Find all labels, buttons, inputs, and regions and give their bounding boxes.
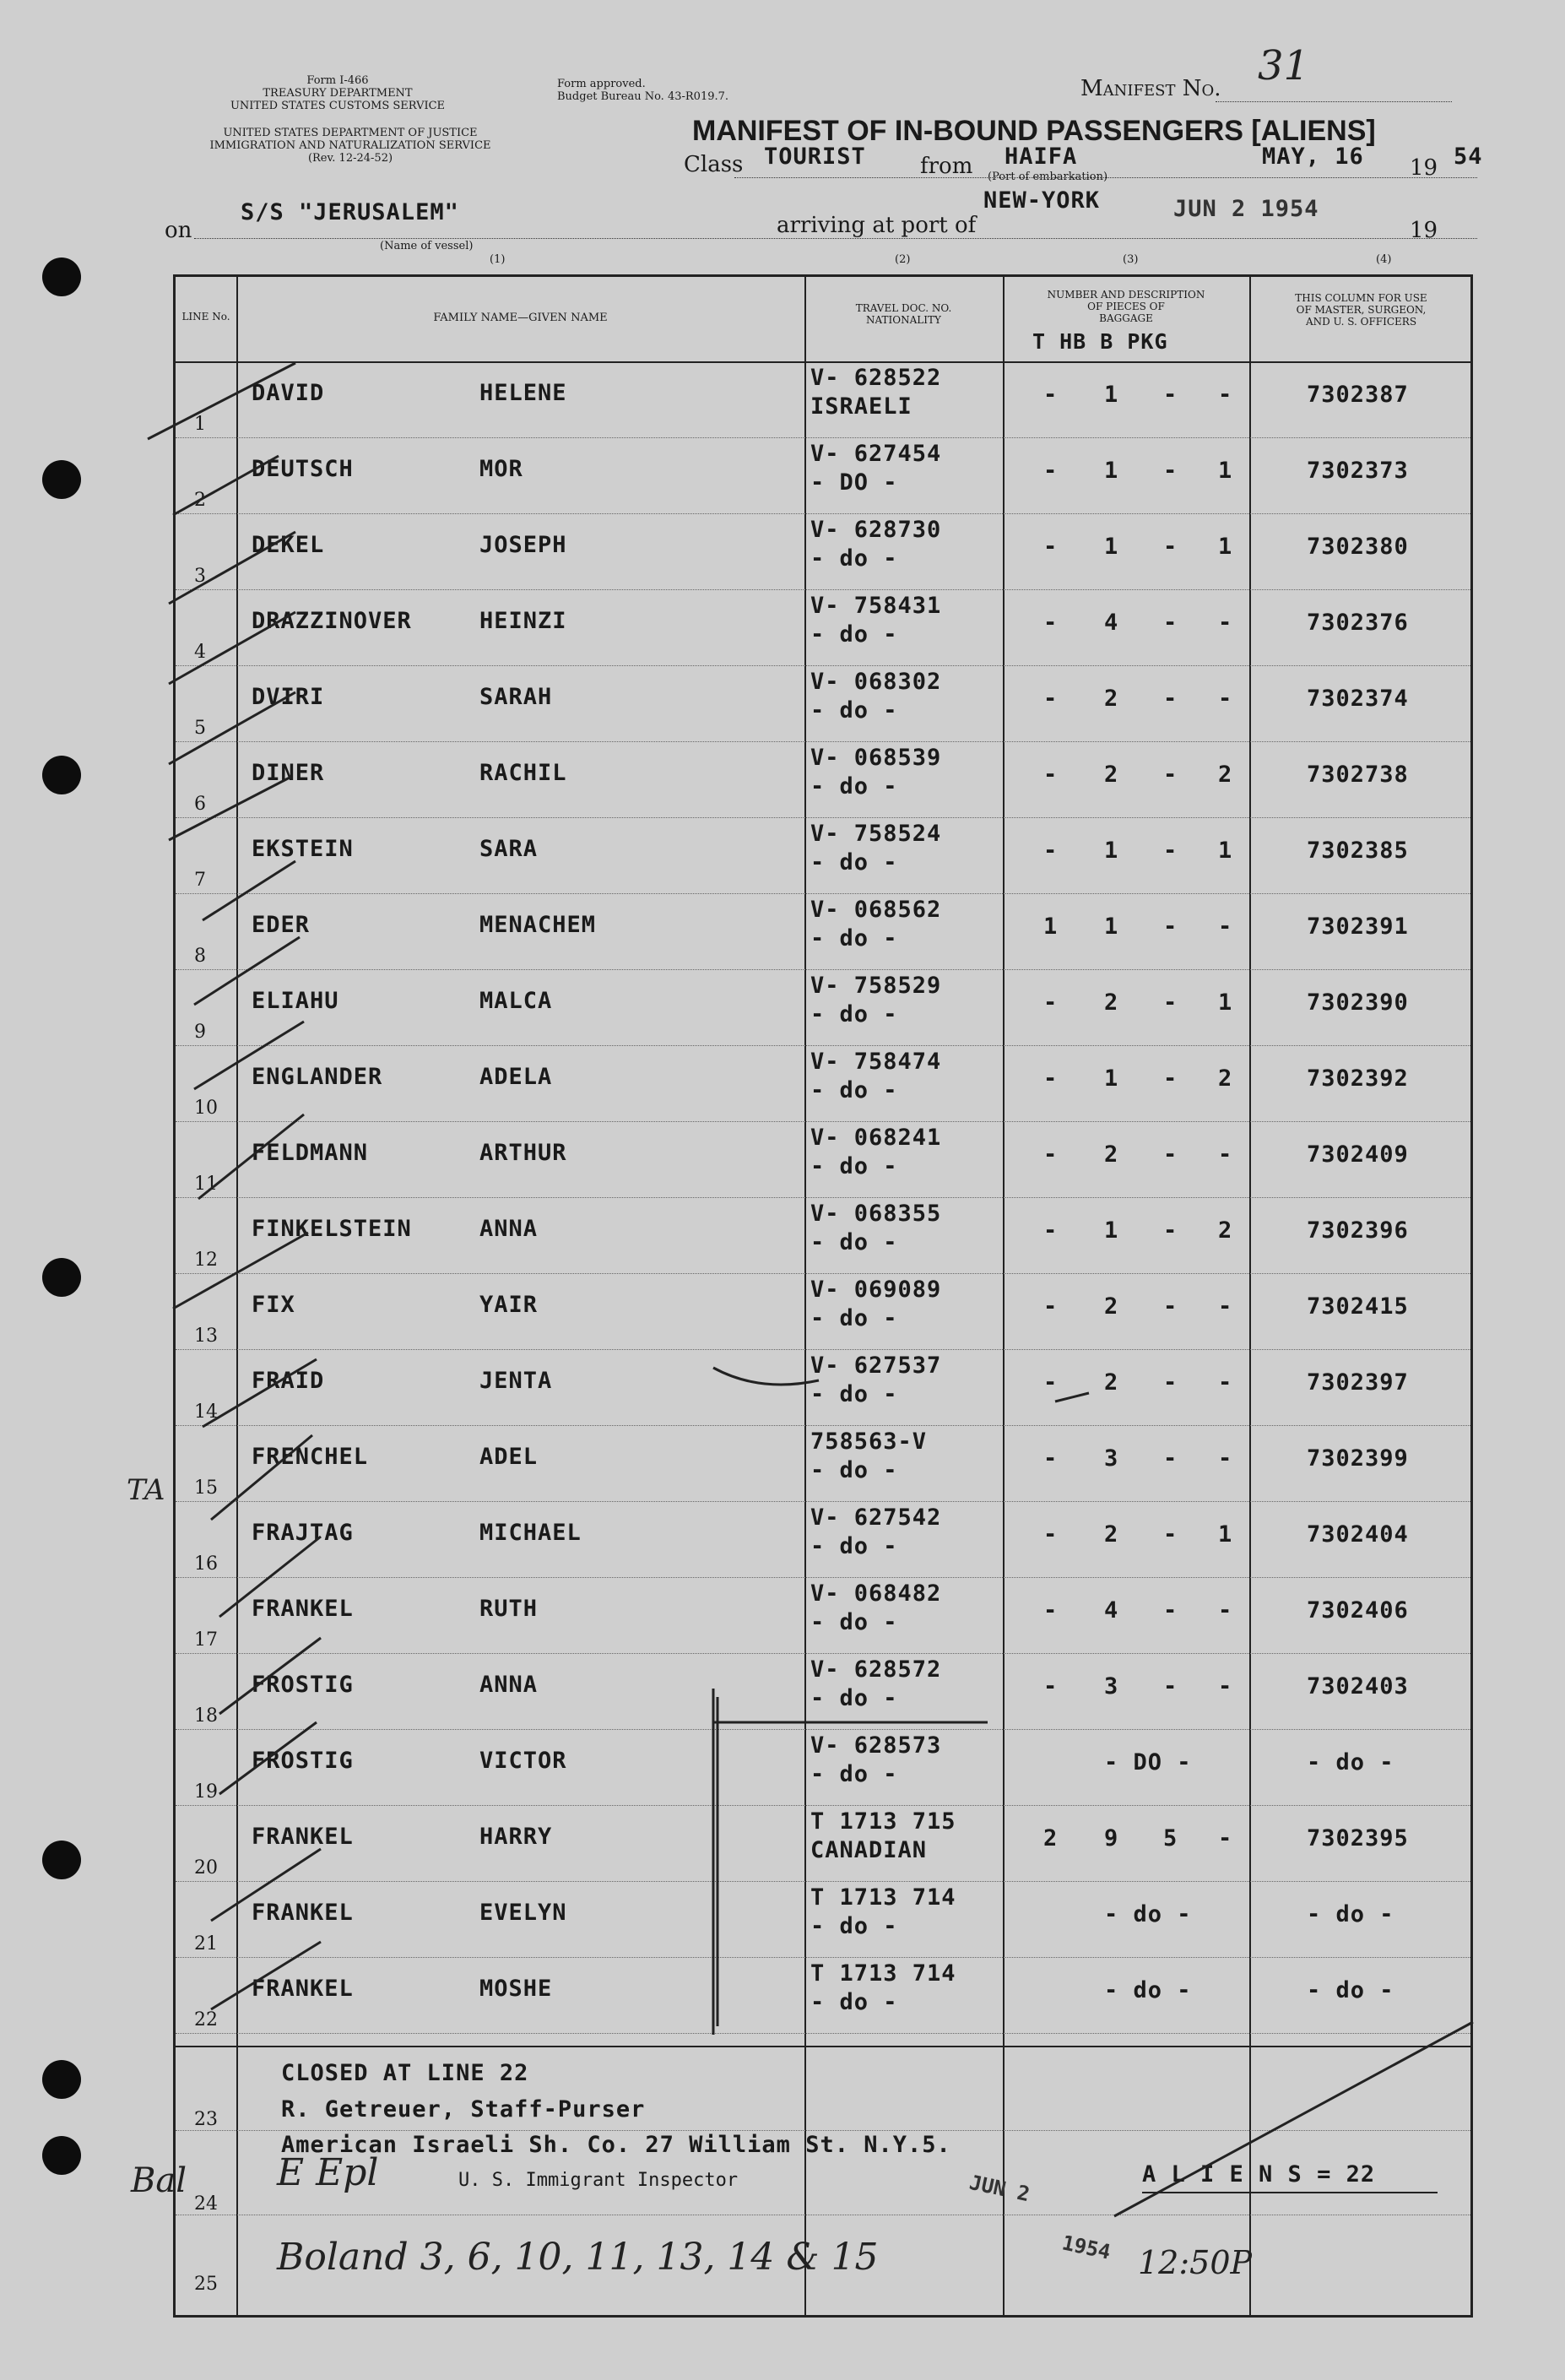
travel-doc-number: V- 068241 <box>810 1125 942 1151</box>
given-name: ARTHUR <box>479 1140 567 1166</box>
nationality: - do - <box>810 1077 898 1103</box>
travel-doc-number: V- 068539 <box>810 745 942 771</box>
aliens-total: A L I E N S = 22 <box>1142 2161 1376 2188</box>
nationality: - do - <box>810 697 898 724</box>
officer-number: - do - <box>1307 1977 1394 2003</box>
family-name: DAVID <box>252 380 325 406</box>
officer-number: - do - <box>1307 1749 1394 1776</box>
baggage-b: - <box>1163 1369 1178 1396</box>
line-number: 20 <box>194 1857 218 1879</box>
line-number: 9 <box>194 1022 206 1043</box>
family-name: FRAJTAG <box>252 1520 354 1546</box>
baggage-t: - <box>1043 382 1059 408</box>
line-number-25: 25 <box>194 2274 218 2295</box>
baggage-b: - <box>1163 1065 1178 1092</box>
officer-number: 7302738 <box>1307 762 1409 788</box>
baggage-pkg: 1 <box>1218 534 1233 560</box>
baggage-t: 2 <box>1043 1825 1059 1851</box>
inspector-caption: U. S. Immigrant Inspector <box>458 2170 739 2191</box>
baggage-t: - <box>1043 534 1059 560</box>
family-name: DEUTSCH <box>252 456 354 482</box>
family-name: DEKEL <box>252 532 325 558</box>
officer-number: 7302396 <box>1307 1217 1409 1244</box>
nationality: - do - <box>810 1989 898 2015</box>
manifest-title: MANIFEST OF IN-BOUND PASSENGERS [ALIENS] <box>692 115 1376 147</box>
line-number: 7 <box>194 870 206 891</box>
class-value: TOURIST <box>764 144 866 170</box>
year-suffix: 54 <box>1454 144 1483 170</box>
baggage-t: - <box>1043 762 1059 788</box>
baggage-b: - <box>1163 1673 1178 1700</box>
nationality: - do - <box>810 773 898 800</box>
baggage-hb: 1 <box>1104 458 1119 484</box>
handwritten-note: Boland 3, 6, 10, 11, 13, 14 & 15 <box>277 2236 879 2279</box>
given-name: ADEL <box>479 1444 539 1470</box>
travel-doc-number: V- 068482 <box>810 1580 942 1607</box>
baggage-b: - <box>1163 610 1178 636</box>
baggage-b: - <box>1163 1445 1178 1472</box>
travel-doc-number: V- 627542 <box>810 1504 942 1531</box>
baggage-pkg: 2 <box>1218 1065 1233 1092</box>
given-name: SARAH <box>479 684 553 710</box>
nationality: CANADIAN <box>810 1837 928 1863</box>
baggage-pkg: - <box>1218 1369 1233 1396</box>
baggage-t: - <box>1043 989 1059 1016</box>
year-prefix-2: 19 <box>1410 218 1438 243</box>
family-name: FELDMANN <box>252 1140 369 1166</box>
given-name: MENACHEM <box>479 912 597 938</box>
officer-number: 7302373 <box>1307 458 1409 484</box>
baggage-hb: 9 <box>1104 1825 1119 1851</box>
given-name: MICHAEL <box>479 1520 582 1546</box>
family-name: ENGLANDER <box>252 1064 383 1090</box>
baggage-hb: 1 <box>1104 838 1119 864</box>
family-name: FROSTIG <box>252 1672 354 1698</box>
class-label: Class <box>684 152 744 177</box>
baggage-b: - <box>1163 382 1178 408</box>
line-number-23: 23 <box>194 2109 218 2130</box>
officer-number: 7302403 <box>1307 1673 1409 1700</box>
given-name: ANNA <box>479 1672 539 1698</box>
officer-number: 7302374 <box>1307 686 1409 712</box>
arrival-port: NEW-YORK <box>983 187 1101 214</box>
arriving-label: arriving at port of <box>777 213 977 238</box>
travel-doc-number: V- 068355 <box>810 1201 942 1227</box>
family-name: EKSTEIN <box>252 836 354 862</box>
travel-doc-number: T 1713 714 <box>810 1884 956 1911</box>
inspector-signature: E Epl <box>277 2151 379 2194</box>
baggage-pkg: - <box>1218 1445 1233 1472</box>
given-name: RACHIL <box>479 760 567 786</box>
baggage-b: - <box>1163 1141 1178 1168</box>
line-number: 12 <box>194 1250 218 1271</box>
baggage-hb: 2 <box>1104 1293 1119 1320</box>
travel-doc-number: V- 068562 <box>810 897 942 923</box>
family-name: DINER <box>252 760 325 786</box>
officer-number: 7302380 <box>1307 534 1409 560</box>
family-name: ELIAHU <box>252 988 339 1014</box>
travel-doc-number: V- 627454 <box>810 441 942 467</box>
line-number: 4 <box>194 642 206 663</box>
travel-doc-number: 758563-V <box>810 1429 928 1455</box>
line-number: 10 <box>194 1098 218 1119</box>
officers-column-header: THIS COLUMN FOR USE OF MASTER, SURGEON, AND U. S. OFFICERS <box>1295 292 1427 328</box>
baggage-hb: 2 <box>1104 1521 1119 1548</box>
baggage-pkg: 1 <box>1218 1521 1233 1548</box>
family-name: FRANKEL <box>252 1900 354 1926</box>
line-number: 22 <box>194 2009 218 2030</box>
baggage-hb: 2 <box>1104 989 1119 1016</box>
baggage-t: - <box>1043 1369 1059 1396</box>
nationality: - do - <box>810 1533 898 1559</box>
nationality: - DO - <box>810 469 898 496</box>
baggage-pkg: 2 <box>1218 1217 1233 1244</box>
baggage-hb: 2 <box>1104 1369 1119 1396</box>
nationality: ISRAELI <box>810 393 912 420</box>
nationality: - do - <box>810 1153 898 1179</box>
baggage-b: - <box>1163 914 1178 940</box>
baggage-hb: 1 <box>1104 1065 1119 1092</box>
line-number: 19 <box>194 1781 218 1803</box>
baggage-pkg: - <box>1218 1825 1233 1851</box>
nationality: - do - <box>810 1609 898 1635</box>
line-number: 1 <box>194 414 206 435</box>
officer-number: 7302404 <box>1307 1521 1409 1548</box>
officer-number: 7302399 <box>1307 1445 1409 1472</box>
col-num-1: (1) <box>490 253 506 266</box>
baggage-pkg: 1 <box>1218 458 1233 484</box>
given-name: MALCA <box>479 988 553 1014</box>
travel-doc-number: V- 628730 <box>810 517 942 543</box>
family-name: DVIRI <box>252 684 325 710</box>
baggage-pkg: - <box>1218 382 1233 408</box>
travel-doc-number: V- 758524 <box>810 821 942 847</box>
line-number: 3 <box>194 566 206 587</box>
baggage-hb: 4 <box>1104 1597 1119 1624</box>
nationality: - do - <box>810 925 898 951</box>
baggage-b: - <box>1163 1597 1178 1624</box>
baggage-hb: 4 <box>1104 610 1119 636</box>
baggage-header: NUMBER AND DESCRIPTION OF PIECES OF BAGGAGE <box>1047 289 1205 324</box>
baggage-b: - <box>1163 762 1178 788</box>
baggage-b: - <box>1163 1521 1178 1548</box>
margin-note-ta: TA <box>127 1473 165 1507</box>
baggage-hb: 1 <box>1104 534 1119 560</box>
margin-note-bal: Bal <box>131 2161 187 2200</box>
justice-block: UNITED STATES DEPARTMENT OF JUSTICE IMMIGRATION AND NATURALIZATION SERVICE (Rev. 12-24-52) <box>209 127 491 165</box>
baggage-t: - <box>1043 1521 1059 1548</box>
given-name: VICTOR <box>479 1748 567 1774</box>
line-number: 13 <box>194 1326 218 1347</box>
travel-doc-number: V- 628573 <box>810 1732 942 1759</box>
travel-doc-number: V- 628522 <box>810 365 942 391</box>
baggage-hb: - DO - <box>1104 1749 1192 1776</box>
officer-number: 7302385 <box>1307 838 1409 864</box>
manifest-no-value: 31 <box>1258 42 1310 89</box>
family-name: FROSTIG <box>252 1748 354 1774</box>
given-name: MOR <box>479 456 523 482</box>
officer-number: 7302390 <box>1307 989 1409 1016</box>
on-label: on <box>165 218 192 243</box>
officer-number: 7302409 <box>1307 1141 1409 1168</box>
baggage-t: - <box>1043 1445 1059 1472</box>
line-number: 16 <box>194 1553 218 1575</box>
baggage-t: - <box>1043 838 1059 864</box>
from-value: HAIFA <box>1005 144 1078 170</box>
baggage-b: - <box>1163 1293 1178 1320</box>
given-name: SARA <box>479 836 539 862</box>
baggage-pkg: - <box>1218 1141 1233 1168</box>
nationality: - do - <box>810 1305 898 1331</box>
nationality: - do - <box>810 1229 898 1255</box>
officer-number: - do - <box>1307 1901 1394 1927</box>
vessel-name: S/S "JERUSALEM" <box>241 199 459 225</box>
nationality: - do - <box>810 1761 898 1787</box>
baggage-t: - <box>1043 1597 1059 1624</box>
col-num-4: (4) <box>1376 253 1392 266</box>
baggage-hb: 1 <box>1104 382 1119 408</box>
nationality: - do - <box>810 1457 898 1483</box>
baggage-hb: - do - <box>1104 1901 1192 1927</box>
baggage-t: - <box>1043 686 1059 712</box>
baggage-hb: 3 <box>1104 1445 1119 1472</box>
baggage-t: - <box>1043 1293 1059 1320</box>
line-number: 14 <box>194 1401 218 1423</box>
year-prefix: 19 <box>1410 155 1438 181</box>
baggage-hb: 1 <box>1104 1217 1119 1244</box>
given-name: HELENE <box>479 380 567 406</box>
baggage-subheaders: T HB B PKG <box>1032 329 1168 354</box>
form-approved-block: Form approved. Budget Bureau No. 43-R019.7. <box>557 78 729 103</box>
nationality: - do - <box>810 621 898 648</box>
baggage-t: - <box>1043 458 1059 484</box>
baggage-hb: 2 <box>1104 762 1119 788</box>
family-name: FRENCHEL <box>252 1444 369 1470</box>
port-embarkation-label: (Port of embarkation) <box>988 171 1108 183</box>
officer-number: 7302395 <box>1307 1825 1409 1851</box>
line-number: 11 <box>194 1174 218 1195</box>
officer-number: 7302376 <box>1307 610 1409 636</box>
officer-number: 7302387 <box>1307 382 1409 408</box>
line-number-24: 24 <box>194 2193 218 2215</box>
baggage-t: - <box>1043 1065 1059 1092</box>
baggage-t: - <box>1043 1673 1059 1700</box>
baggage-pkg: - <box>1218 1597 1233 1624</box>
line-number: 17 <box>194 1629 218 1651</box>
officer-number: 7302406 <box>1307 1597 1409 1624</box>
baggage-pkg: 2 <box>1218 762 1233 788</box>
nationality: - do - <box>810 1685 898 1711</box>
given-name: ANNA <box>479 1216 539 1242</box>
baggage-t: - <box>1043 1217 1059 1244</box>
stamp-time: 12:50P <box>1138 2244 1253 2281</box>
travel-doc-number: V- 628572 <box>810 1656 942 1683</box>
given-name: JENTA <box>479 1368 553 1394</box>
line-no-header: LINE No. <box>181 311 230 323</box>
travel-doc-number: V- 068302 <box>810 669 942 695</box>
baggage-hb: 3 <box>1104 1673 1119 1700</box>
travel-doc-number: T 1713 715 <box>810 1808 956 1835</box>
date-month-day: MAY, 16 <box>1262 144 1364 170</box>
purser-name: R. Getreuer, Staff-Purser <box>281 2096 646 2122</box>
baggage-b: 5 <box>1163 1825 1178 1851</box>
line-number: 6 <box>194 794 206 815</box>
family-name: EDER <box>252 912 311 938</box>
given-name: HEINZI <box>479 608 567 634</box>
baggage-pkg: 1 <box>1218 989 1233 1016</box>
col-num-3: (3) <box>1123 253 1139 266</box>
baggage-t: - <box>1043 610 1059 636</box>
baggage-b: - <box>1163 534 1178 560</box>
baggage-t: - <box>1043 1141 1059 1168</box>
line-number: 5 <box>194 718 206 739</box>
baggage-hb: 2 <box>1104 1141 1119 1168</box>
line-number: 18 <box>194 1705 218 1727</box>
stamp-date-1954: 1954 <box>1059 2231 1113 2264</box>
baggage-pkg: 1 <box>1218 838 1233 864</box>
baggage-b: - <box>1163 838 1178 864</box>
given-name: JOSEPH <box>479 532 567 558</box>
baggage-hb: - do - <box>1104 1977 1192 2003</box>
baggage-pkg: - <box>1218 1673 1233 1700</box>
stamp-date-jun2: JUN 2 <box>967 2170 1032 2207</box>
officer-number: 7302391 <box>1307 914 1409 940</box>
nationality: - do - <box>810 1381 898 1407</box>
baggage-t: 1 <box>1043 914 1059 940</box>
baggage-b: - <box>1163 989 1178 1016</box>
nationality: - do - <box>810 849 898 876</box>
given-name: RUTH <box>479 1596 539 1622</box>
travel-doc-number: V- 627537 <box>810 1353 942 1379</box>
given-name: EVELYN <box>479 1900 567 1926</box>
baggage-pkg: - <box>1218 1293 1233 1320</box>
nationality: - do - <box>810 1913 898 1939</box>
family-name: FRAID <box>252 1368 325 1394</box>
travel-doc-number: T 1713 714 <box>810 1960 956 1987</box>
vessel-name-caption: (Name of vessel) <box>380 240 474 252</box>
col-num-2: (2) <box>895 253 911 266</box>
travel-doc-number: V- 758474 <box>810 1049 942 1075</box>
line-number: 21 <box>194 1933 218 1954</box>
arrival-stamp-date: JUN 2 1954 <box>1173 196 1319 222</box>
baggage-hb: 1 <box>1104 914 1119 940</box>
travel-doc-header: TRAVEL DOC. NO. NATIONALITY <box>855 302 952 326</box>
travel-doc-number: V- 758431 <box>810 593 942 619</box>
from-label: from <box>920 154 973 179</box>
baggage-b: - <box>1163 686 1178 712</box>
travel-doc-number: V- 069089 <box>810 1277 942 1303</box>
officer-number: 7302397 <box>1307 1369 1409 1396</box>
baggage-hb: 2 <box>1104 686 1119 712</box>
family-name: DRAZZINOVER <box>252 608 412 634</box>
baggage-b: - <box>1163 1217 1178 1244</box>
family-name: FIX <box>252 1292 295 1318</box>
travel-doc-number: V- 758529 <box>810 973 942 999</box>
nationality: - do - <box>810 1001 898 1027</box>
form-number-block: Form I-466 TREASURY DEPARTMENT UNITED STATES CUSTOMS SERVICE <box>230 74 446 112</box>
name-header: FAMILY NAME—GIVEN NAME <box>433 312 608 324</box>
closed-at-line: CLOSED AT LINE 22 <box>281 2060 529 2086</box>
given-name: YAIR <box>479 1292 539 1318</box>
line-number: 2 <box>194 490 206 511</box>
family-name: FRANKEL <box>252 1824 354 1850</box>
officer-number: 7302392 <box>1307 1065 1409 1092</box>
line-number: 15 <box>194 1477 218 1499</box>
baggage-pkg: - <box>1218 610 1233 636</box>
baggage-pkg: - <box>1218 686 1233 712</box>
family-name: FINKELSTEIN <box>252 1216 412 1242</box>
baggage-pkg: - <box>1218 914 1233 940</box>
officer-number: 7302415 <box>1307 1293 1409 1320</box>
manifest-no-label: Manifest No. <box>1080 76 1221 101</box>
family-name: FRANKEL <box>252 1976 354 2002</box>
nationality: - do - <box>810 545 898 572</box>
baggage-b: - <box>1163 458 1178 484</box>
given-name: MOSHE <box>479 1976 553 2002</box>
given-name: HARRY <box>479 1824 553 1850</box>
company-address: American Israeli Sh. Co. 27 William St. N.Y.5. <box>281 2132 951 2158</box>
line-number: 8 <box>194 946 206 967</box>
family-name: FRANKEL <box>252 1596 354 1622</box>
given-name: ADELA <box>479 1064 553 1090</box>
